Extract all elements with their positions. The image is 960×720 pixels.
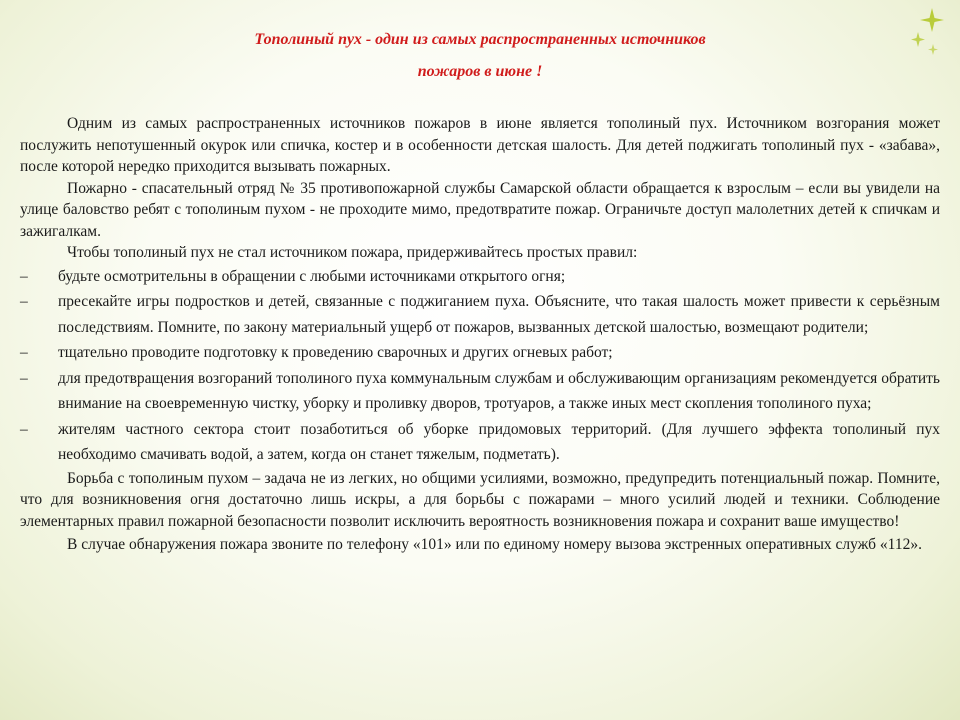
bullet-dash: – — [20, 420, 28, 438]
bullet-dash: – — [20, 267, 28, 285]
bullet-text: для предотвращения возгораний тополиного пуха коммунальным службам и обслуживающим организациям рекомендуется обратить внимание на своевременную чистку, уборку и проливку дворов, тротуаров, а также иных мест скопления тополиного пуха; — [58, 369, 940, 412]
paragraph-conclusion: Борьба с тополиным пухом – задача не из легких, но общими усилиями, возможно, предупредить потенциальный пожар. Помните, что для возникновения огня достаточно лишь искры, а для борьбы с пожарами – много усилий людей и техники. Соблюдение элементарных правил пожарной безопасности позволит исключить вероятность возникновения пожара и сохранит ваше имущество! — [20, 469, 940, 530]
paragraph-intro: Одним из самых распространенных источников пожаров в июне является тополиный пух. Источником возгорания может послужить непотушенный окурок или спичка, костер и в особенности детская шалость. Для детей поджигать тополиный пух - «забава», после которой нередко приходится вызывать пожарных. — [20, 115, 940, 175]
paragraph-emergency-numbers: В случае обнаружения пожара звоните по телефону «101» или по единому номеру вызова экстренных оперативных служб «112». — [67, 536, 922, 553]
bullet-item — [20, 289, 940, 340]
bullet-item — [20, 264, 940, 290]
bullet-dash: – — [20, 344, 28, 361]
bullet-item — [20, 417, 940, 468]
paragraph-rules-intro: Чтобы тополиный пух не стал источником пожара, придерживайтесь простых правил: — [67, 244, 638, 261]
bullet-item — [20, 366, 940, 417]
body-text — [20, 113, 940, 556]
bullet-dash: – — [20, 293, 28, 310]
title-line-1: Тополиный пух - один из самых распространенных источников — [254, 31, 706, 48]
bullet-item — [20, 340, 940, 366]
bullet-text: будьте осмотрительны в обращении с любыми источниками открытого огня; — [58, 267, 566, 285]
bullet-text: жителям частного сектора стоит позаботиться об уборке придомовых территорий. (Для лучшего эффекта тополиный пух необходимо смачивать водой, а затем, когда он станет тяжелым, подметать). — [58, 420, 940, 463]
bullet-text: тщательно проводите подготовку к проведению сварочных и других огневых работ; — [58, 344, 613, 361]
title-line-2: пожаров в июне ! — [417, 63, 543, 80]
bullet-text: пресекайте игры подростков и детей, связанные с поджиганием пуха. Объясните, что такая шалость может привести к серьёзным последствиям. Помните, по закону материальный ущерб от пожаров, вызванных детской шалостью, возмещают родители; — [58, 293, 940, 336]
bullet-dash: – — [20, 369, 28, 387]
paragraph-appeal: Пожарно - спасательный отряд № 35 противопожарной службы Самарской области обращается к взрослым – если вы увидели на улице баловство ребят с тополиным пухом - не проходите мимо, предотвратите пожар. Ограничьте доступ малолетних детей к спичкам и зажигалкам. — [20, 179, 940, 240]
